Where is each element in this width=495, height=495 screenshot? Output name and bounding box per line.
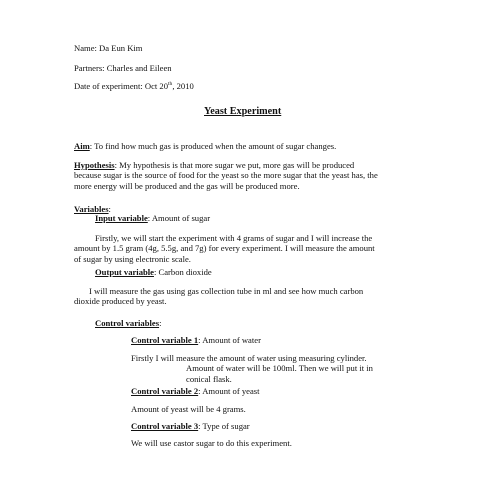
date-year: , 2010: [172, 81, 194, 91]
experiment-date: [74, 81, 194, 91]
control-variables-heading-label: Control variables: [95, 318, 160, 328]
control-variable-1-paragraph: [131, 353, 373, 384]
input-variable-value: : Amount of sugar: [147, 213, 211, 223]
control-1-line-1: Firstly I will measure the amount of water using measuring cylinder.: [131, 353, 367, 363]
output-line-1: I will measure the gas using gas collection tube in ml and see how much carbon: [89, 286, 364, 296]
control-variable-1: [131, 335, 261, 345]
control-variable-1-label: Control variable 1: [131, 335, 199, 345]
output-line-2: dioxide produced by yeast.: [74, 296, 167, 307]
control-variable-3: [131, 421, 250, 431]
output-variable-paragraph: [74, 286, 363, 307]
variables-heading-label: Variables: [74, 204, 109, 214]
aim-label: Aim: [74, 141, 90, 151]
document-title: Yeast Experiment: [204, 106, 282, 117]
hypothesis-line-1: [74, 160, 378, 170]
control-variable-3-value: : Type of sugar: [198, 421, 250, 431]
input-variable-paragraph: [74, 233, 375, 264]
input-variable: [95, 213, 210, 223]
input-line-2: amount by 1.5 gram (4g, 5.5g, and 7g) for every experiment. I will measure the amount: [74, 243, 375, 254]
input-line-1: Firstly, we will start the experiment with 4 grams of sugar and I will increase the: [95, 233, 373, 243]
input-variable-label: Input variable: [95, 213, 148, 223]
control-variables-heading: [95, 318, 161, 328]
hypothesis-line-3: more energy will be produced and the gas will be produced more.: [74, 180, 300, 191]
variables-heading-colon: :: [108, 204, 111, 214]
student-name: Name: Da Eun Kim: [74, 43, 143, 53]
control-variable-2: [131, 386, 260, 396]
hypothesis-label: Hypothesis: [74, 160, 115, 170]
control-1-line-2: Amount of water will be 100ml. Then we will put it in: [186, 363, 373, 374]
control-variable-3-label: Control variable 3: [131, 421, 199, 431]
date-suffix-sup: th: [168, 81, 173, 88]
partners: Partners: Charles and Eileen: [74, 63, 172, 73]
aim-paragraph: [74, 141, 336, 151]
control-1-line-3: conical flask.: [186, 373, 232, 384]
aim-text: : To find how much gas is produced when the amount of sugar changes.: [89, 141, 337, 151]
hypothesis-text-1: : My hypothesis is that more sugar we put, more gas will be produced: [114, 160, 355, 170]
control-variable-2-label: Control variable 2: [131, 386, 199, 396]
control-variable-3-text: We will use castor sugar to do this experiment.: [131, 438, 292, 448]
control-variable-2-value: : Amount of yeast: [198, 386, 260, 396]
date-prefix: Date of experiment: Oct 20: [74, 81, 169, 91]
output-variable: [95, 267, 212, 277]
hypothesis-paragraph: [74, 160, 378, 191]
control-variables-heading-colon: :: [159, 318, 162, 328]
control-variable-1-value: : Amount of water: [198, 335, 261, 345]
input-line-3: of sugar by using electronic scale.: [74, 253, 191, 264]
control-variable-2-text: Amount of yeast will be 4 grams.: [131, 404, 246, 414]
output-variable-value: : Carbon dioxide: [153, 267, 212, 277]
output-variable-label: Output variable: [95, 267, 154, 277]
hypothesis-line-2: because sugar is the source of food for the yeast so the more sugar that the yeast has, the: [74, 170, 378, 181]
